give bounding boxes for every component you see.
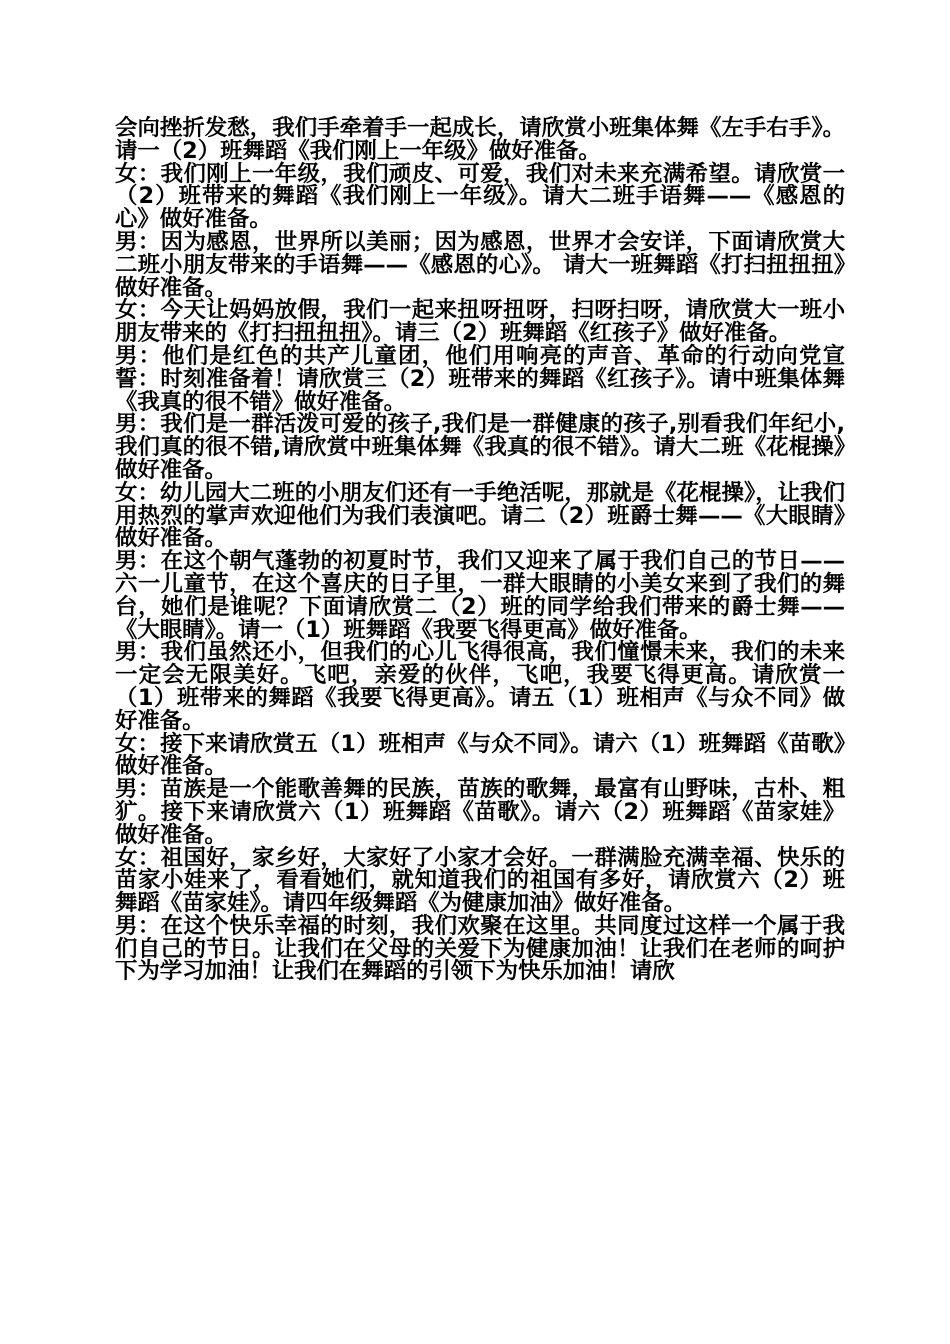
paragraph: 男：他们是红色的共产儿童团，他们用响亮的声音、革命的行动向党宣誓：时刻准备着！请欣赏三（2）班带来的舞蹈《红孩子》。请中班集体舞《我真的很不错》做好准备。	[115, 342, 845, 415]
paragraph: 男：在这个朝气蓬勃的初夏时节，我们又迎来了属于我们自己的节日——六一儿童节，在这个喜庆的日子里，一群大眼睛的小美女来到了我们的舞台，她们是谁呢？下面请欣赏二（2）班的同学给我们带来的爵士舞——《大眼睛》。请一（1）班舞蹈《我要飞得更高》做好准备。	[115, 548, 845, 643]
paragraph: 女：今天让妈妈放假，我们一起来扭呀扭呀，扫呀扫呀，请欣赏大一班小朋友带来的《打扫扭扭扭》。请三（2）班舞蹈《红孩子》做好准备。	[115, 297, 845, 347]
paragraph: 女：祖国好，家乡好，大家好了小家才会好。一群满脸充满幸福、快乐的苗家小娃来了，看看她们，就知道我们的祖国有多好，请欣赏六（2）班舞蹈《苗家娃》。请四年级舞蹈《为健康加油》做好准备。	[115, 844, 845, 917]
paragraph: 男：苗族是一个能歌善舞的民族，苗族的歌舞，最富有山野味，古朴、粗犷。接下来请欣赏六（1）班舞蹈《苗歌》。请六（2）班舞蹈《苗家娃》做好准备。	[115, 776, 845, 848]
paragraph: 男：因为感恩，世界所以美丽；因为感恩，世界才会安详，下面请欣赏大二班小朋友带来的手语舞——《感恩的心》。 请大一班舞蹈《打扫扭扭扭》做好准备。	[115, 228, 845, 301]
paragraph: 会向挫折发愁，我们手牵着手一起成长，请欣赏小班集体舞《左手右手》。请一（2）班舞蹈《我们刚上一年级》做好准备。	[115, 115, 845, 164]
paragraph: 男：我们是一群活泼可爱的孩子,我们是一群健康的孩子,别看我们年纪小,我们真的很不错,请欣赏中班集体舞《我真的很不错》。请大二班《花棍操》做好准备。	[115, 411, 845, 483]
paragraph: 女：接下来请欣赏五（1）班相声《与众不同》。请六（1）班舞蹈《苗歌》做好准备。	[115, 730, 845, 780]
document-body	[115, 117, 845, 983]
paragraph: 女：我们刚上一年级，我们顽皮、可爱，我们对未来充满希望。请欣赏一（2）班带来的舞蹈《我们刚上一年级》。请大二班手语舞——《感恩的心》做好准备。	[115, 160, 845, 233]
paragraph: 女：幼儿园大二班的小朋友们还有一手绝活呢，那就是《花棍操》，让我们用热烈的掌声欢迎他们为我们表演吧。请二（2）班爵士舞——《大眼睛》做好准备。	[115, 479, 845, 552]
paragraph: 男：我们虽然还小，但我们的心儿飞得很高，我们憧憬未来，我们的未来一定会无限美好。飞吧，亲爱的伙伴，飞吧，我要飞得更高。请欣赏一（1）班带来的舞蹈《我要飞得更高》。请五（1）班相声《与众不同》做好准备。	[115, 639, 845, 734]
paragraph: 男：在这个快乐幸福的时刻，我们欢聚在这里。共同度过这样一个属于我们自己的节日。让我们在父母的关爱下为健康加油！让我们在老师的呵护下为学习加油！让我们在舞蹈的引领下为快乐加油！请欣	[115, 912, 845, 985]
